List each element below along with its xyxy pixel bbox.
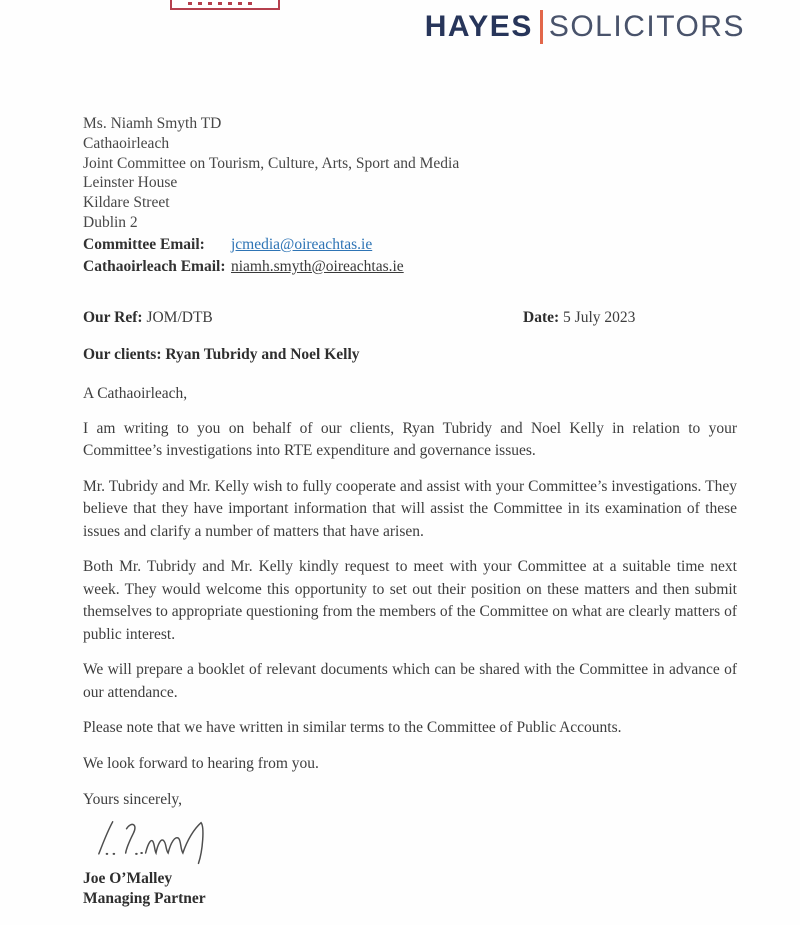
cathaoirleach-email-label: Cathaoirleach Email: [83,257,226,275]
reference-date-row [83,307,737,329]
recipient-line: Leinster House [83,174,178,192]
letter-body [0,114,800,909]
paragraph: We will prepare a booklet of relevant documents which can be shared with the Committee in advance of our attendance. [83,661,737,701]
paragraph: Please note that we have written in similar terms to the Committee of Public Accounts. [83,719,622,737]
recipient-line: Cathaoirleach [83,134,170,152]
committee-email-link[interactable]: jcmedia@oireachtas.ie [231,235,373,253]
paragraph: Both Mr. Tubridy and Mr. Kelly kindly request to meet with your Committee at a suitable time next week. They would welcome this opportunity to set out their position on these matters and then submit themselves to appropriate questioning from the members of the Committee on what are clearly matters of public interest. [83,558,737,643]
recipient-line: Ms. Niamh Smyth TD [83,115,222,132]
signatory-name: Joe O’Malley [83,870,173,888]
committee-email-label: Committee Email: [83,235,205,253]
cathaoirleach-email-row [83,257,737,277]
valediction: Yours sincerely, [83,791,183,809]
paragraph: I am writing to you on behalf of our clients, Ryan Tubridy and Noel Kelly in relation to your Committee’s investigations into RTE expenditure and governance issues. [83,419,737,460]
our-ref [83,309,213,326]
recipient-address [83,114,737,277]
signature-image [85,814,253,866]
logo-solicitors-text: SOLICITORS [548,10,745,43]
our-ref-label: Our Ref: [83,308,143,326]
committee-email-row [83,235,737,255]
salutation: A Cathaoirleach, [83,384,188,402]
date-label: Date: [523,308,560,326]
date [523,307,635,329]
paragraph: Mr. Tubridy and Mr. Kelly wish to fully cooperate and assist with your Committee’s investigations. They believe that they have important information that will assist the Committee in its examination of these issues and clarify a number of matters that have arisen. [83,477,737,540]
our-ref-value: JOM/DTB [146,308,213,326]
signatory-title: Managing Partner [83,890,206,908]
recipient-line: Kildare Street [83,194,170,212]
clients-line: Our clients: Ryan Tubridy and Noel Kelly [83,345,360,363]
logo-hayes-text: HAYES [424,10,533,43]
recipient-line: Dublin 2 [83,213,138,231]
recipient-line: Joint Committee on Tourism, Culture, Arts, Sport and Media [83,154,460,172]
stamp-clipped-text [188,2,252,5]
paragraph: We look forward to hearing from you. [83,754,319,772]
cathaoirleach-email-link[interactable]: niamh.smyth@oireachtas.ie [231,257,404,275]
logo-divider-bar [540,10,543,44]
cutoff-stamp [170,0,280,10]
letterhead [0,0,800,44]
date-value: 5 July 2023 [563,308,636,326]
hayes-solicitors-logo [425,10,745,44]
